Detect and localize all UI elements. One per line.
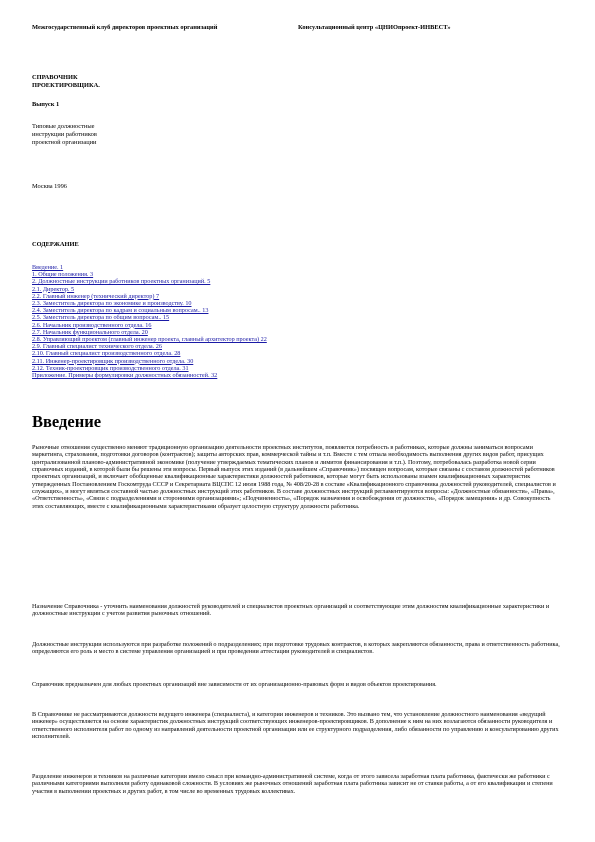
toc-link[interactable]: 1. Общие положения. 3 (32, 271, 94, 279)
toc-link[interactable]: 2.7. Начальник функционального отдела. 20 (32, 328, 148, 336)
toc-link[interactable]: 2.3. Заместитель директора по экономике и производству. 10 (32, 300, 192, 308)
body-paragraph: Рыночные отношения существенно меняют традиционную организацию деятельности проектных институтов, появляется потребность в работниках, которые должны заниматься вопросами маркетинга, страхования, подготовки договоров (контрактов); защиты авторских прав, коммерческой тайны и т.п. Вместе с тем отпала необходимость выполнения других видов работ, присущих централизованной планово-административной экономике (получение утверждаемых тематических планов и лимитов финансирования и т.п.). Поэтому, потребовалась разработка новой серии справочных изданий, в которой были бы решены эти вопросы. Первый выпуск этих изданий (в дальнейшем «Справочник») посвящен вопросам, которые связаны с составом должностей работников проектных организаций, и включает обобщенные квалификационные характеристики должностей работников, которые могут быть использованы взамен квалификационных характеристик утвержденных Постановлением Госкомтруда СССР и Секретариата ВЦСПС 12 июля 1988 года, № 408/20-28 в составе «Квалификационного справочника должностей руководителей, специалистов и служащих», и могут являться составной частью должностных инструкций этих работников. В составе должностных инструкций регламентируются вопросы: «Должностные обязанности», «Права», «Ответственность», «Связи с подразделениями и сторонними организациями»; «Подчиненность», «Порядок назначения и освобождения от должности», «Порядок замещения» и др. Совокупность этих составляющих, вместе с квалификационными характеристиками образует целостную структуру должности работника. (32, 444, 556, 510)
toc-link[interactable]: Введение. 1 (32, 264, 64, 271)
toc-link[interactable]: 2.11. Инженер-проектировщик производственного отдела. 30 (32, 357, 194, 365)
doc-title-line2: ПРОЕКТИРОВЩИКА. (32, 82, 100, 89)
toc-link[interactable]: 2.2. Главный инженер (технический директор) 7 (32, 292, 160, 300)
section-title: Введение (32, 412, 102, 431)
toc-link[interactable]: 2.9. Главный специалист технического отдела. 26 (32, 343, 162, 351)
toc-link[interactable]: 2.1. Директор. 5 (32, 285, 75, 293)
toc-link[interactable]: 2.4. Заместитель директора по кадрам и социальным вопросам.. 13 (32, 307, 209, 315)
body-paragraph: Должностные инструкции используются при разработке положений о подразделениях; при подготовке трудовых контрактов, в которых закрепляются обязанности, права и ответственность работника, определяются его роль и место в системе управления организацией и при проведении аттестации руководителей и специалистов. (32, 641, 560, 656)
toc-link[interactable]: 2.5. Заместитель директора по общим вопросам.. 15 (32, 314, 170, 322)
toc-link[interactable]: 2.12. Техник-проектировщик производственного отдела. 31 (32, 364, 189, 372)
table-of-contents (32, 264, 552, 379)
doc-subtitle-line: Типовые должностные (32, 123, 95, 130)
toc-heading: СОДЕРЖАНИЕ (32, 241, 79, 248)
body-paragraph: Разделение инженеров и техников на различные категории имело смысл при командно-административной системе, когда от этого зависела заработная плата работника, фактически же работники с различными категориями выполняли работу одинаковой сложности. В условиях же рыночных отношений заработная плата работника зависит не от ставки работы, а от его квалификации и степени участия в выполнении проектных и других работ, в том числе во временных трудовых коллективах. (32, 773, 553, 795)
header-consulting-center: Консультационный центр «ЦНИОпроект-ИНВЕСТ» (298, 24, 451, 31)
toc-link[interactable]: 2. Должностные инструкции работников проектных организаций. 5 (32, 278, 211, 286)
toc-link[interactable]: 2.10. Главный специалист производственного отдела. 28 (32, 350, 181, 358)
toc-link[interactable]: 2.8. Управляющий проектом (главный инженер проекта, главный архитектор проекта) 22 (32, 336, 267, 344)
body-paragraph: В Справочнике не рассматриваются должности ведущего инженера (специалиста), и категории инженеров и техников. Это вызвано тем, что установление должностного наименования «ведущий инженер» осуществляется на основе характеристик должностных инструкций соответствующих инженеров-проектировщиков. В дополнение к ним на них возлагаются обязанности руководителя и ответственного исполнителя работ по одному из направлений деятельности проектной организации или ее структурного подразделения, либо обязанности по управлению и консультированию других исполнителей. (32, 711, 559, 741)
doc-subtitle-line: проектной организации (32, 139, 97, 146)
body-paragraph: Назначение Справочника - уточнить наименования должностей руководителей и специалистов проектных организаций и соответствующие этим должностям квалификационные характеристики и должностные инструкции с учетом развития рыночных отношений. (32, 603, 550, 618)
toc-link[interactable]: Приложение. Примеры формулировки должностных обязанностей. 32 (32, 372, 218, 380)
doc-issue: Выпуск 1 (32, 101, 60, 108)
header-organization: Межгосударственный клуб директоров проектных организаций (32, 24, 218, 31)
toc-link[interactable]: 2.6. Начальник производственного отдела. 16 (32, 321, 152, 329)
doc-title-line1: СПРАВОЧНИК (32, 74, 78, 81)
doc-subtitle-line: инструкции работников (32, 131, 97, 138)
body-paragraph: Справочник предназначен для любых проектных организаций вне зависимости от их организационно-правовых форм и видов объектов проектирования. (32, 681, 437, 688)
city-year: Москва 1996 (32, 183, 67, 190)
